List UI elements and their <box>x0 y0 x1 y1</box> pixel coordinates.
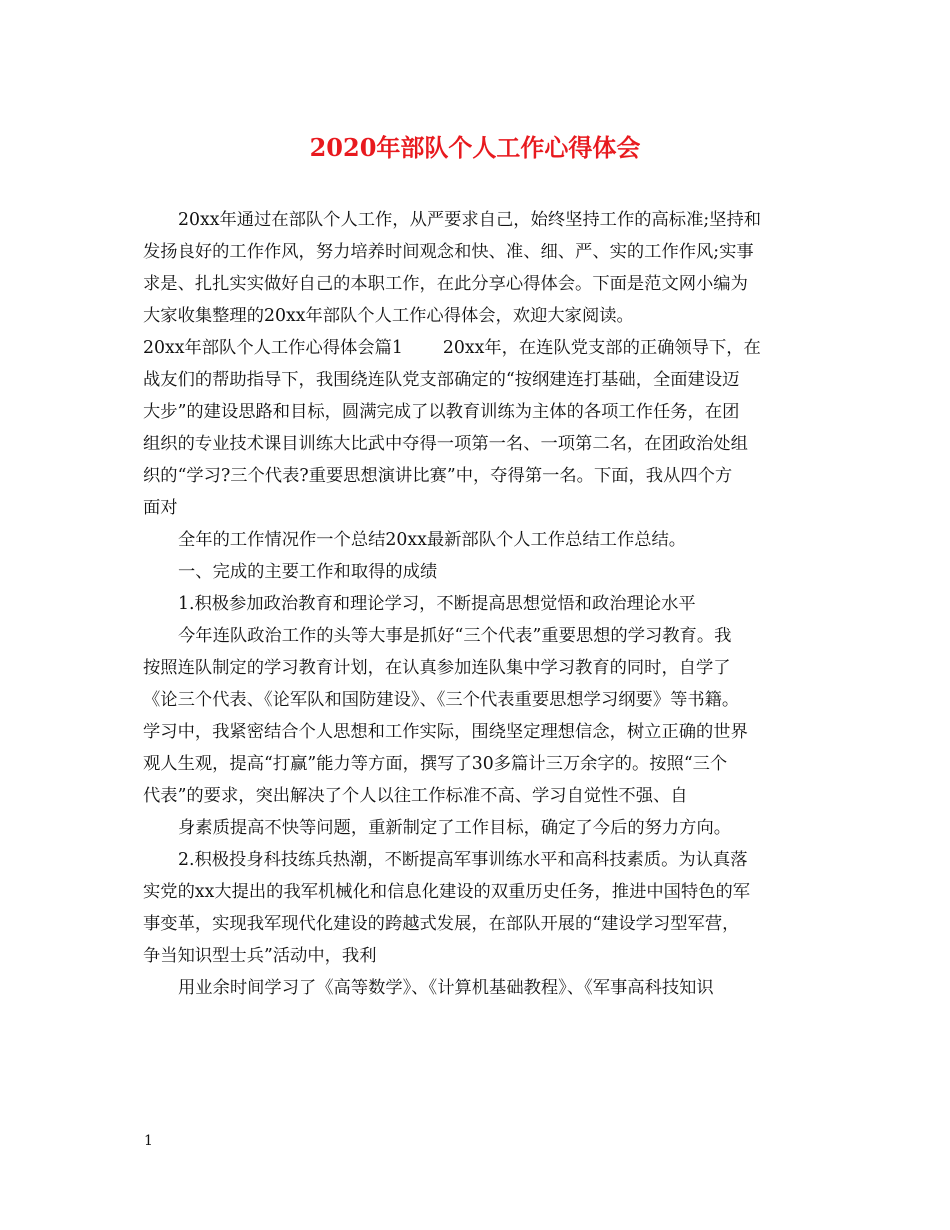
page-number: 1 <box>144 1133 153 1149</box>
text-line: 《论三个代表、《论军队和国防建设》、《三个代表重要思想学习纲要》等书籍。 <box>143 690 740 710</box>
document-title: 2020年部队个人工作心得体会 <box>309 133 641 162</box>
text-line-with-heading <box>143 332 813 364</box>
subsection-heading: 2.积极投身科技练兵热潮，不断提高军事训练水平和高科技素质。为认真落 <box>178 850 748 870</box>
text-line: 发扬良好的工作作风，努力培养时间观念和快、准、细、严、实的工作作风;实事 <box>143 242 754 262</box>
text-line: 20xx年通过在部队个人工作，从严要求自己，始终坚持工作的高标准;坚持和 <box>178 210 762 230</box>
text-line: 面对 <box>143 498 178 518</box>
text-segment: 20xx年，在连队党支部的正确领导下，在 <box>442 338 761 358</box>
text-line: 织的“学习?三个代表?重要思想演讲比赛”中，夺得第一名。下面，我从四个方 <box>143 466 733 486</box>
section-heading: 20xx年部队个人工作心得体会篇1 <box>143 338 403 358</box>
text-line: 实党的xx大提出的我军机械化和信息化建设的双重历史任务，推进中国特色的军 <box>143 882 751 902</box>
text-line: 身素质提高不快等问题，重新制定了工作目标，确定了今后的努力方向。 <box>178 818 732 838</box>
text-line: 大家收集整理的20xx年部队个人工作心得体会，欢迎大家阅读。 <box>143 306 634 326</box>
text-line: 大步”的建设思路和目标，圆满完成了以教育训练为主体的各项工作任务，在团 <box>143 402 740 422</box>
text-line: 求是、扎扎实实做好自己的本职工作，在此分享心得体会。下面是范文网小编为 <box>143 274 748 294</box>
text-line: 组织的专业技术课目训练大比武中夺得一项第一名、一项第二名，在团政治处组 <box>143 434 748 454</box>
text-line: 观人生观，提高“打赢”能力等方面，撰写了30多篇计三万余字的。按照“三个 <box>143 754 728 774</box>
subsection-heading: 1.积极参加政治教育和理论学习，不断提高思想觉悟和政治理论水平 <box>178 594 696 614</box>
section-heading: 一、完成的主要工作和取得的成绩 <box>178 562 438 582</box>
text-line: 全年的工作情况作一个总结20xx最新部队个人工作总结工作总结。 <box>178 530 687 550</box>
text-line: 战友们的帮助指导下，我围绕连队党支部确定的“按纲建连打基础，全面建设迈 <box>143 370 740 390</box>
text-line: 争当知识型士兵”活动中，我利 <box>143 946 377 966</box>
text-line: 今年连队政治工作的头等大事是抓好“三个代表”重要思想的学习教育。我 <box>178 626 732 646</box>
text-line: 学习中，我紧密结合个人思想和工作实际，围绕坚定理想信念，树立正确的世界 <box>143 722 748 742</box>
text-line: 事变革，实现我军现代化建设的跨越式发展，在部队开展的“建设学习型军营， <box>143 914 740 934</box>
document-body <box>143 204 813 1004</box>
text-line: 代表”的要求，突出解决了个人以往工作标准不高、学习自觉性不强、自 <box>143 786 688 806</box>
text-line: 用业余时间学习了《高等数学》、《计算机基础教程》、《军事高科技知识 <box>178 978 714 998</box>
text-line: 按照连队制定的学习教育计划，在认真参加连队集中学习教育的同时，自学了 <box>143 658 731 678</box>
